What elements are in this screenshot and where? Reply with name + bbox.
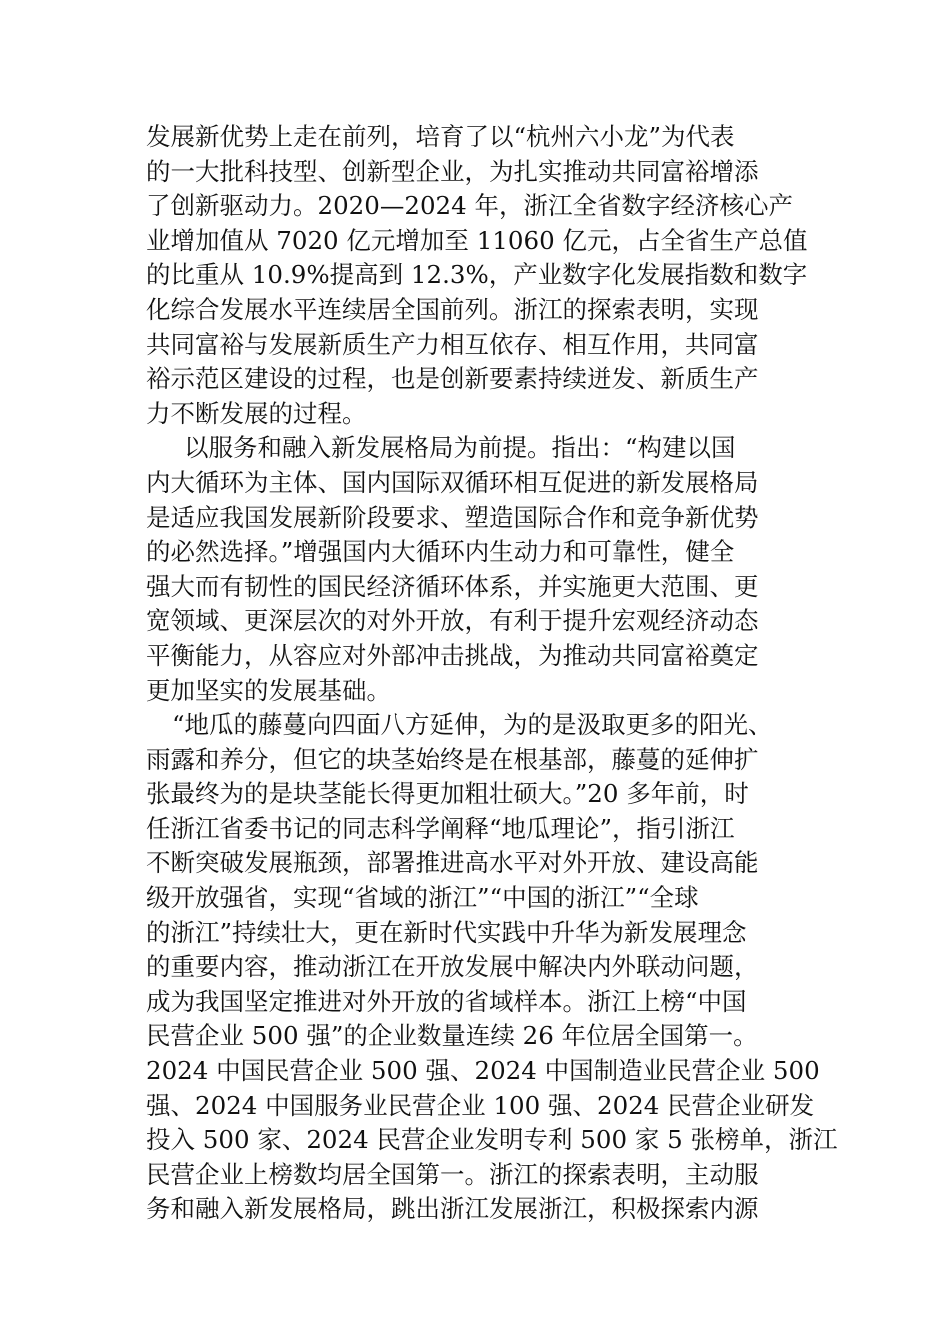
text-line: 强大而有韧性的国民经济循环体系，并实施更大范围、更 — [146, 571, 759, 601]
paragraph-start-line: “地瓜的藤蔓向四面八方延伸，为的是汲取更多的阳光、 — [172, 710, 773, 740]
text-line: 的一大批科技型、创新型企业，为扎实推动共同富裕增添 — [146, 156, 759, 186]
text-line: 的比重从 10.9%提高到 12.3%，产业数字化发展指数和数字 — [146, 260, 808, 290]
text-line: 民营企业上榜数均居全国第一。浙江的探索表明，主动服 — [146, 1159, 759, 1189]
text-line: 张最终为的是块茎能长得更加粗壮硕大。”20 多年前，时 — [146, 779, 749, 809]
text-line: 裕示范区建设的过程，也是创新要素持续迸发、新质生产 — [146, 364, 759, 394]
text-line: 宽领域、更深层次的对外开放，有利于提升宏观经济动态 — [146, 606, 759, 636]
text-line: 更加坚实的发展基础。 — [146, 675, 391, 705]
body-text — [146, 120, 838, 1227]
text-line: 了创新驱动力。2020—2024 年，浙江全省数字经济核心产 — [146, 191, 793, 221]
text-line: 发展新优势上走在前列，培育了以“杭州六小龙”为代表 — [146, 122, 735, 151]
text-line: 强、2024 中国服务业民营企业 100 强、2024 民营企业研发 — [146, 1090, 815, 1120]
text-line: 力不断发展的过程。 — [146, 398, 367, 428]
paragraph-start-line: 以服务和融入新发展格局为前提。指出：“构建以国 — [184, 433, 736, 463]
text-line: 共同富裕与发展新质生产力相互依存、相互作用，共同富 — [146, 329, 759, 359]
text-line: 投入 500 家、2024 民营企业发明专利 500 家 5 张榜单，浙江 — [146, 1125, 838, 1155]
text-line: 务和融入新发展格局，跳出浙江发展浙江，积极探索内源 — [146, 1194, 759, 1224]
text-line: 的重要内容，推动浙江在开放发展中解决内外联动问题， — [146, 952, 759, 982]
text-line: 是适应我国发展新阶段要求、塑造国际合作和竞争新优势 — [146, 502, 759, 532]
text-line: 民营企业 500 强”的企业数量连续 26 年位居全国第一。 — [146, 1021, 758, 1051]
text-line: 平衡能力，从容应对外部冲击挑战，为推动共同富裕奠定 — [146, 640, 759, 670]
text-line: 成为我国坚定推进对外开放的省域样本。浙江上榜“中国 — [146, 986, 747, 1016]
text-line: 化综合发展水平连续居全国前列。浙江的探索表明，实现 — [146, 294, 759, 324]
text-line: 的浙江”持续壮大，更在新时代实践中升华为新发展理念 — [146, 917, 747, 947]
text-line: 不断突破发展瓶颈，部署推进高水平对外开放、建设高能 — [146, 848, 759, 878]
text-line: 的必然选择。”增强国内大循环内生动力和可靠性，健全 — [146, 537, 735, 567]
text-line: 业增加值从 7020 亿元增加至 11060 亿元，占全省生产总值 — [146, 225, 808, 255]
text-line: 2024 中国民营企业 500 强、2024 中国制造业民营企业 500 — [146, 1056, 820, 1086]
text-line: 任浙江省委书记的同志科学阐释“地瓜理论”，指引浙江 — [146, 813, 735, 843]
text-line: 雨露和养分，但它的块茎始终是在根基部，藤蔓的延伸扩 — [146, 744, 759, 774]
text-line: 级开放强省，实现“省域的浙江”“中国的浙江”“全球 — [146, 883, 699, 913]
text-line: 内大循环为主体、国内国际双循环相互促进的新发展格局 — [146, 467, 759, 497]
